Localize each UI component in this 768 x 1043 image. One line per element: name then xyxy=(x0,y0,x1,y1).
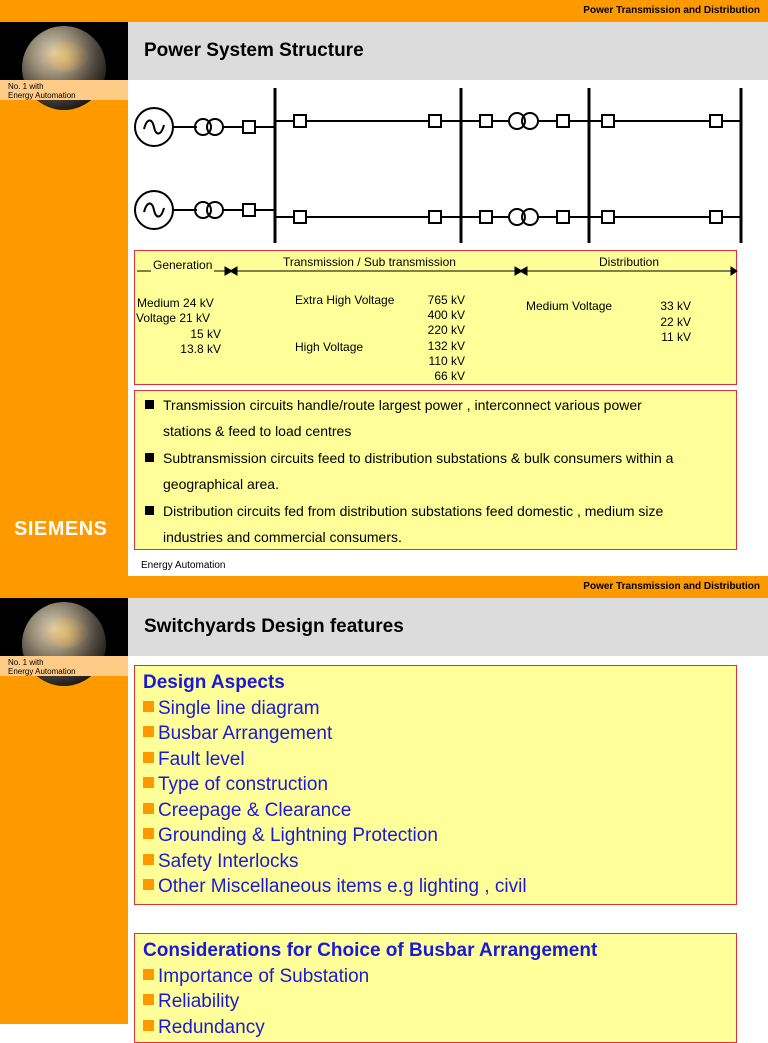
design-aspects-heading: Design Aspects xyxy=(143,672,285,693)
globe-image xyxy=(0,22,128,80)
single-line-diagram xyxy=(128,80,768,248)
bullet-square-icon xyxy=(143,969,154,980)
title-bar xyxy=(128,598,768,656)
sidebar xyxy=(0,22,128,576)
dist-voltage: 33 kV xyxy=(660,299,691,313)
bullet-square-icon xyxy=(145,400,154,409)
tagline xyxy=(0,80,128,100)
slide-switchyards-design xyxy=(0,576,768,1038)
busbar-considerations-box xyxy=(134,933,737,1043)
section-transmission: Transmission / Sub transmission xyxy=(283,255,456,269)
tagline-line1: No. 1 with xyxy=(8,658,44,667)
hv-label: High Voltage xyxy=(295,340,364,354)
bullet-item: Subtransmission circuits feed to distribution substations & bulk consumers within a geographical area. xyxy=(145,445,715,497)
voltage-levels-box xyxy=(134,250,737,385)
section-generation: Generation xyxy=(153,258,213,272)
gen-voltage-1: Medium 24 kV xyxy=(137,296,214,310)
gen-voltage-2: Voltage 21 kV xyxy=(136,311,211,325)
title-bar xyxy=(128,22,768,80)
list-item: Importance of Substation xyxy=(143,966,369,988)
ehv-label: Extra High Voltage xyxy=(295,293,395,307)
bullet-square-icon xyxy=(143,726,154,737)
page-title: Switchyards Design features xyxy=(144,616,404,637)
tagline-line1: No. 1 with xyxy=(8,82,44,91)
list-item: Other Miscellaneous items e.g lighting , civil xyxy=(143,876,527,898)
section-distribution: Distribution xyxy=(599,255,660,269)
bullet-square-icon xyxy=(145,453,154,462)
sidebar xyxy=(0,598,128,1024)
banner-text: Power Transmission and Distribution xyxy=(583,5,760,16)
gen-voltage-3: 15 kV xyxy=(190,327,221,341)
bullet-square-icon xyxy=(143,994,154,1005)
bullet-item: Transmission circuits handle/route largest power , interconnect various power stations & feed to load centres xyxy=(145,392,715,444)
list-item: Grounding & Lightning Protection xyxy=(143,825,438,847)
list-item: Fault level xyxy=(143,749,245,771)
bullet-square-icon xyxy=(145,506,154,515)
bullet-square-icon xyxy=(143,777,154,788)
mv-label: Medium Voltage xyxy=(526,299,613,313)
page-title: Power System Structure xyxy=(144,40,364,61)
globe-image xyxy=(0,598,128,656)
top-banner xyxy=(0,576,768,598)
siemens-logo: SIEMENS xyxy=(14,518,108,540)
bullet-item: Distribution circuits fed from distribution substations feed domestic , medium size industries and commercial consumers. xyxy=(145,498,715,550)
tagline-line2: Energy Automation xyxy=(8,91,76,100)
description-box xyxy=(134,390,737,550)
list-item: Creepage & Clearance xyxy=(143,800,351,822)
trans-voltage: 132 kV xyxy=(427,339,465,353)
banner-text: Power Transmission and Distribution xyxy=(583,581,760,592)
list-item: Reliability xyxy=(143,991,239,1013)
tagline xyxy=(0,656,128,676)
bullet-square-icon xyxy=(143,828,154,839)
dist-voltage: 11 kV xyxy=(661,330,691,344)
gen-voltage-4: 13.8 kV xyxy=(180,342,221,356)
trans-voltage: 765 kV xyxy=(427,293,465,307)
considerations-heading: Considerations for Choice of Busbar Arrangement xyxy=(143,940,598,961)
bullet-square-icon xyxy=(143,752,154,763)
trans-voltage: 110 kV xyxy=(428,354,465,368)
bullet-square-icon xyxy=(143,701,154,712)
list-item: Single line diagram xyxy=(143,698,320,720)
trans-voltage: 400 kV xyxy=(427,308,465,322)
list-item: Busbar Arrangement xyxy=(143,723,332,745)
design-aspects-box xyxy=(134,665,737,905)
trans-voltage: 220 kV xyxy=(427,323,465,337)
footer-text: Energy Automation xyxy=(141,560,226,571)
trans-voltage: 66 kV xyxy=(434,369,465,383)
tagline-line2: Energy Automation xyxy=(8,667,76,676)
bullet-square-icon xyxy=(143,1020,154,1031)
top-banner xyxy=(0,0,768,22)
list-item: Type of construction xyxy=(143,774,328,796)
dist-voltage: 22 kV xyxy=(660,315,691,329)
bullet-square-icon xyxy=(143,879,154,890)
list-item: Redundancy xyxy=(143,1017,265,1039)
bullet-square-icon xyxy=(143,854,154,865)
list-item: Safety Interlocks xyxy=(143,851,298,873)
bullet-square-icon xyxy=(143,803,154,814)
